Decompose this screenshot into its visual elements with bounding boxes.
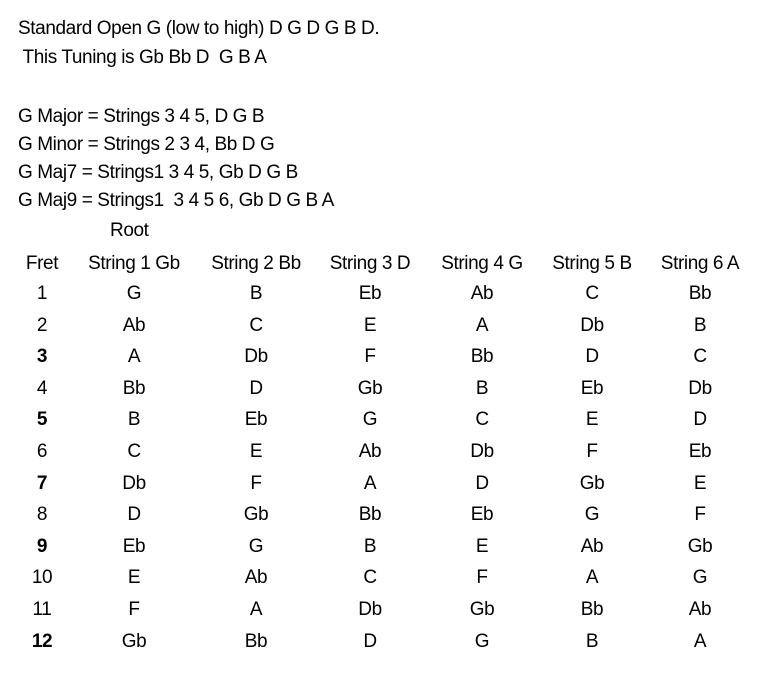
note-cell: F [586,441,598,462]
note-cell: A [585,567,599,589]
note-cell: Bb [244,630,268,652]
note-cell: F [694,504,706,526]
column-header: String 2 Bb [211,253,301,274]
note-cell: Eb [244,409,268,431]
note-cell: A [693,630,707,652]
note-cell: D [693,409,707,431]
note-cell: B [249,283,263,304]
note-cell: C [693,346,707,368]
note-cell: Gb [243,504,269,526]
note-cell: Eb [470,504,494,526]
note-cell: Db [358,599,382,620]
note-cell: E [249,441,263,462]
note-cell: Db [470,441,494,462]
note-cell: B [475,377,489,399]
note-cell: D [249,377,263,399]
note-cell: Eb [358,283,382,304]
note-cell: B [693,314,707,336]
note-cell: Eb [580,377,604,399]
note-cell: A [127,346,141,368]
standard-tuning-line: Standard Open G (low to high) D G D G B D. [18,18,380,39]
note-cell: Bb [688,283,712,304]
note-cell: Bb [122,377,146,399]
note-cell: Ab [470,283,494,304]
note-cell: Eb [122,535,146,557]
note-cell: G [692,567,708,589]
note-cell: Bb [358,504,382,526]
note-cell: Ab [580,535,604,557]
note-cell: B [363,535,377,557]
column-header: String 6 A [660,253,740,274]
fret-number: 9 [36,535,48,557]
note-cell: G [474,630,490,652]
chord-g-maj7: G Maj7 = Strings1 3 4 5, Gb D G B [18,162,298,183]
note-cell: C [127,441,141,462]
note-cell: Db [244,346,268,368]
note-cell: Ab [122,314,146,336]
fret-number: 4 [36,377,48,399]
column-header: String 4 G [441,253,523,274]
note-cell: E [585,409,599,431]
note-cell: D [127,504,141,526]
note-cell: E [127,567,141,589]
note-cell: Gb [357,377,383,399]
note-cell: B [585,630,599,652]
fret-number: 5 [36,409,48,431]
note-cell: D [363,630,377,652]
note-cell: Gb [469,599,495,620]
note-cell: Gb [687,535,713,557]
note-cell: Ab [244,567,268,589]
root-label: Root [110,220,149,241]
fret-number: 8 [36,504,48,526]
note-cell: E [363,314,377,336]
note-cell: A [475,314,489,336]
column-header: String 1 Gb [88,253,180,274]
note-cell: Ab [358,441,382,462]
fret-number: 3 [36,346,48,368]
note-cell: Db [580,314,604,336]
chord-g-major: G Major = Strings 3 4 5, D G B [18,106,265,127]
chord-g-minor: G Minor = Strings 2 3 4, Bb D G [18,134,275,155]
note-cell: F [364,346,376,368]
note-cell: A [363,472,377,494]
custom-tuning-line: This Tuning is Gb Bb D G B A [18,47,267,68]
note-cell: F [250,472,262,494]
note-cell: G [248,535,264,557]
fret-number: 1 [36,283,48,304]
note-cell: D [585,346,599,368]
column-header: Fret [25,253,59,274]
note-cell: Eb [688,441,712,462]
note-cell: F [128,599,140,620]
fret-number: 6 [36,441,48,462]
note-cell: E [693,472,707,494]
column-header: String 5 B [552,253,632,274]
note-cell: C [363,567,377,589]
note-cell: G [584,504,600,526]
fret-number: 2 [36,314,48,336]
chord-g-maj9: G Maj9 = Strings1 3 4 5 6, Gb D G B A [18,190,334,211]
note-cell: Gb [579,472,605,494]
note-cell: Gb [121,630,147,652]
note-cell: C [475,409,489,431]
fret-number: 11 [32,599,52,620]
column-header: String 3 D [329,253,411,274]
note-cell: A [249,599,263,620]
note-cell: E [475,535,489,557]
fret-number: 10 [31,567,53,589]
note-cell: C [585,283,599,304]
note-cell: F [476,567,488,589]
fret-number: 7 [36,472,48,494]
note-cell: Db [688,377,712,399]
note-cell: D [475,472,489,494]
note-cell: Ab [688,599,712,620]
note-cell: G [126,283,142,304]
note-cell: C [249,314,263,336]
note-cell: G [362,409,378,431]
note-cell: B [127,409,141,431]
fret-number: 12 [31,630,53,652]
note-cell: Bb [580,599,604,620]
note-cell: Bb [470,346,494,368]
note-cell: Db [122,472,146,494]
